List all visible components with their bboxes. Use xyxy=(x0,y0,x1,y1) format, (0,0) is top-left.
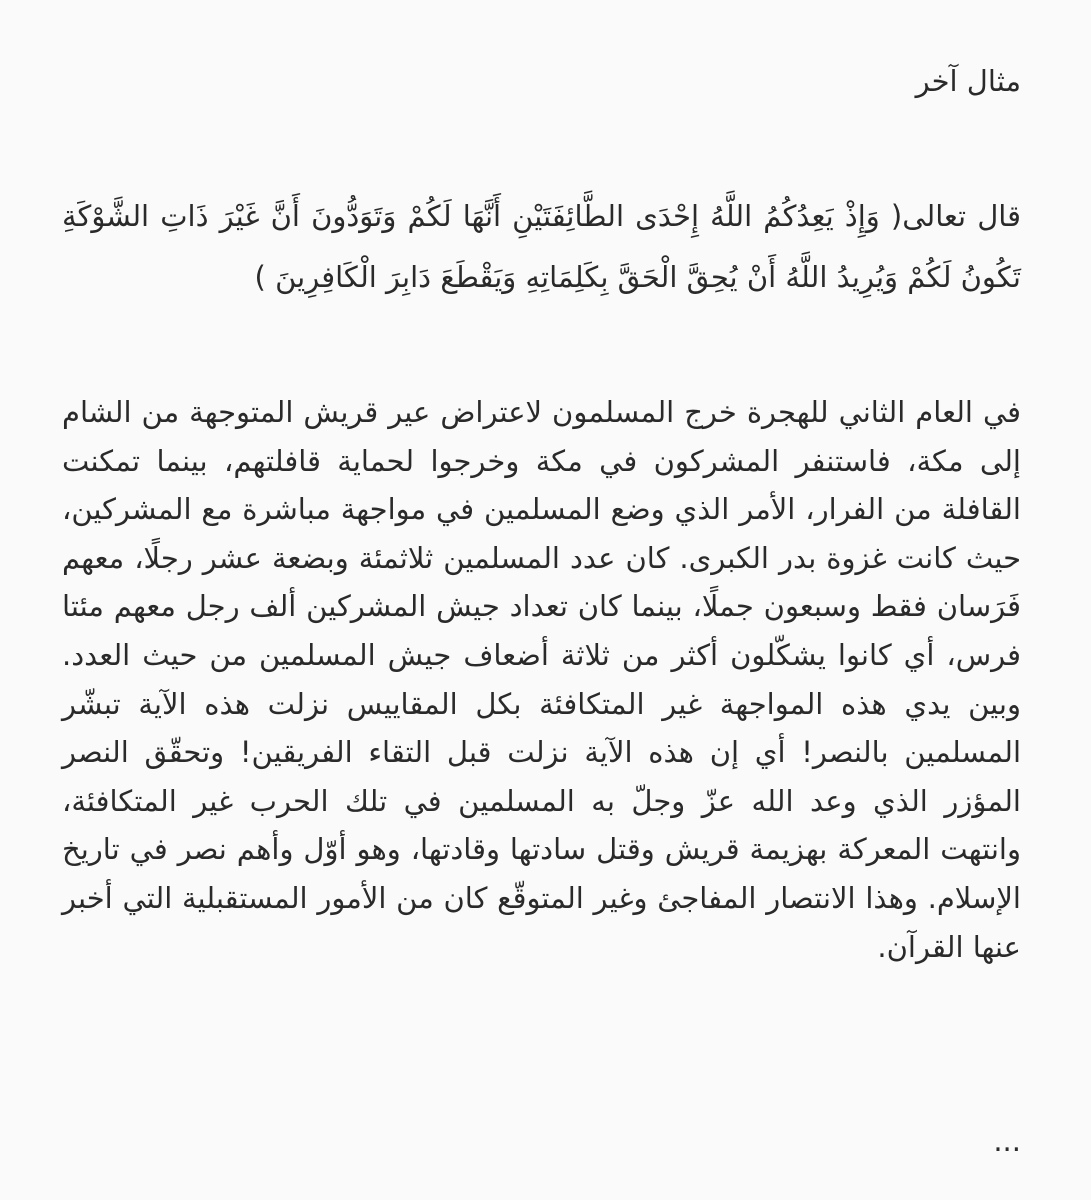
page-title: مثال آخر xyxy=(915,64,1021,98)
continuation-ellipsis: ... xyxy=(993,1124,1021,1158)
explanation-paragraph: في العام الثاني للهجرة خرج المسلمون لاعتراض عير قريش المتوجهة من الشام إلى مكة، فاستنفر المشركون في مكة وخرجوا لحماية قافلتهم، بينما تمكنت القافلة من الفرار، الأمر الذي وضع المسلمين في مواجهة مباشرة مع المشركين، حيث كانت غزوة بدر الكبرى. كان عدد المسلمين ثلاثمئة وبضعة عشر رجلًا، معهم فَرَسان فقط وسبعون جملًا، بينما كان تعداد جيش المشركين ألف رجل معهم مئتا فرس، أي كانوا يشكّلون أكثر من ثلاثة أضعاف جيش المسلمين من حيث العدد. وبين يدي هذه المواجهة غير المتكافئة بكل المقاييس نزلت هذه الآية تبشّر المسلمين بالنصر! أي إن هذه الآية نزلت قبل التقاء الفريقين! وتحقّق النصر المؤزر الذي وعد الله عزّ وجلّ به المسلمين في تلك الحرب غير المتكافئة، وانتهت المعركة بهزيمة قريش وقتل سادتها وقادتها، وهو أوّل وأهم نصر في تاريخ الإسلام. وهذا الانتصار المفاجئ وغير المتوقّع كان من الأمور المستقبلية التي أخبر عنها القرآن. xyxy=(62,395,1021,964)
quran-verse-paragraph: قال تعالى( وَإِذْ يَعِدُكُمُ اللَّهُ إِحْدَى الطَّائِفَتَيْنِ أَنَّهَا لَكُمْ وَتَوَدُّونَ أَنَّ غَيْرَ ذَاتِ الشَّوْكَةِ تَكُونُ لَكُمْ وَيُرِيدُ اللَّهُ أَنْ يُحِقَّ الْحَقَّ بِكَلِمَاتِهِ وَيَقْطَعَ دَابِرَ الْكَافِرِينَ ) xyxy=(62,199,1021,294)
